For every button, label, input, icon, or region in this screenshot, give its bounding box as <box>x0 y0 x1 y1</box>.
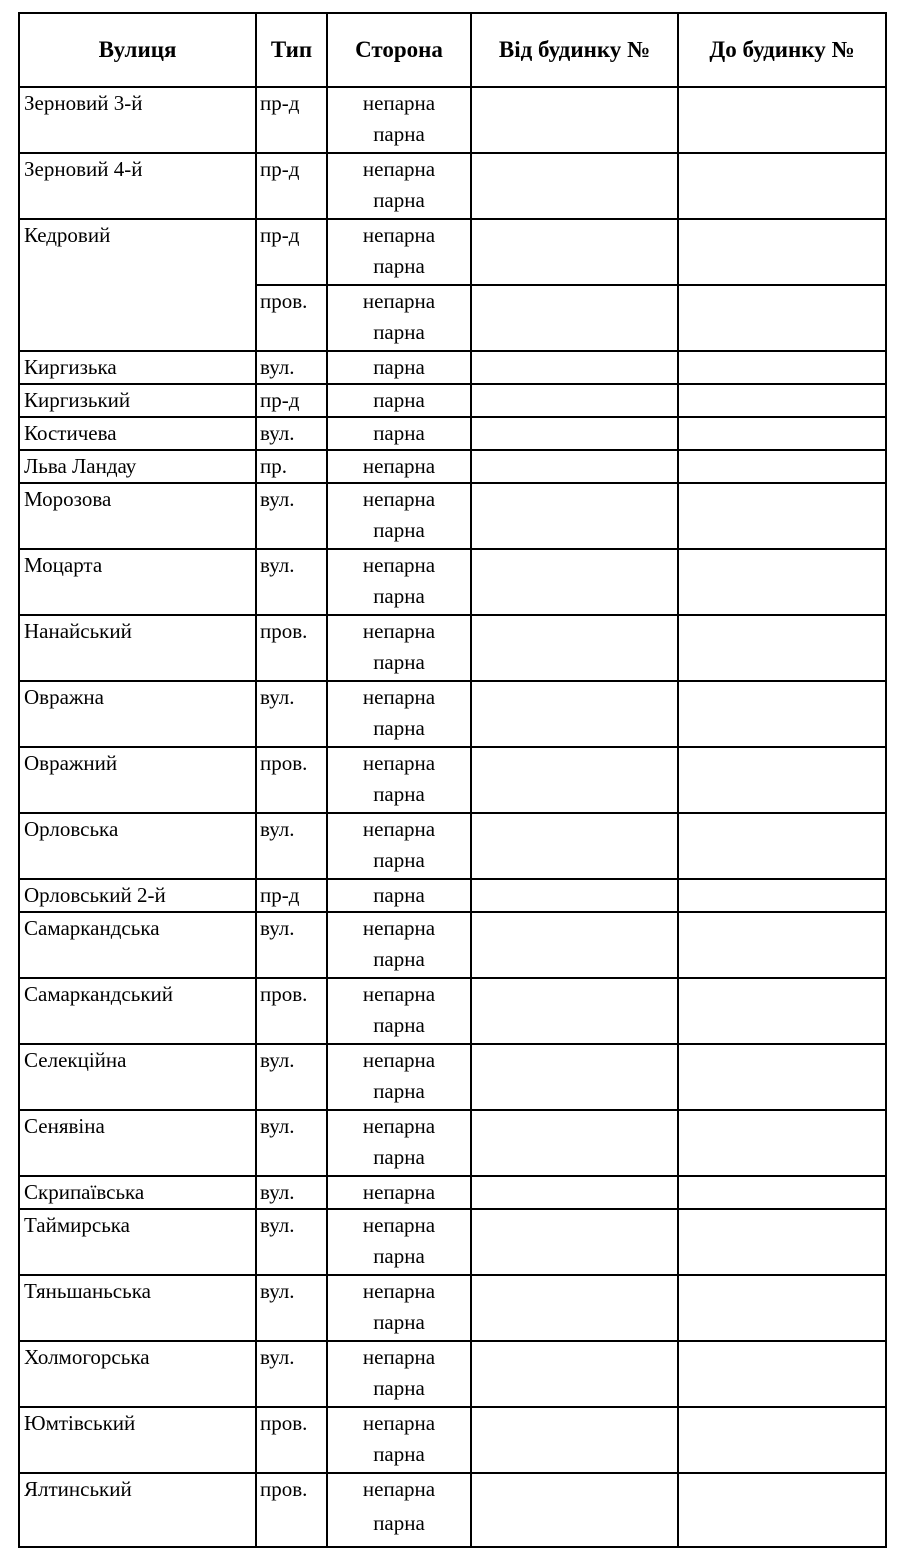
side-value: парна <box>373 320 425 344</box>
street-cell: Орловська <box>19 813 256 879</box>
to-house-cell <box>678 1473 886 1547</box>
street-table <box>18 12 887 1548</box>
type-cell: пров. <box>256 1407 327 1473</box>
street-cell: Ялтинський <box>19 1473 256 1547</box>
street-cell: Льва Ландау <box>19 450 256 483</box>
from-house-cell <box>471 978 678 1044</box>
to-house-cell <box>678 1176 886 1209</box>
from-house-cell <box>471 813 678 879</box>
street-cell: Селекційна <box>19 1044 256 1110</box>
street-cell: Самаркандський <box>19 978 256 1044</box>
from-house-cell <box>471 285 678 351</box>
side-value: парна <box>373 355 425 379</box>
side-cell <box>327 450 471 483</box>
side-cell <box>327 483 471 549</box>
side-value: парна <box>373 716 425 740</box>
table-row <box>19 417 886 450</box>
side-cell <box>327 87 471 153</box>
side-value: непарна <box>362 553 436 577</box>
header-row <box>19 13 886 87</box>
street-cell: Юмтівський <box>19 1407 256 1473</box>
street-cell: Самаркандська <box>19 912 256 978</box>
header-from: Від будинку № <box>471 13 678 87</box>
table-row <box>19 549 886 615</box>
side-cell <box>327 681 471 747</box>
street-cell: Зерновий 3-й <box>19 87 256 153</box>
from-house-cell <box>471 384 678 417</box>
from-house-cell <box>471 1407 678 1473</box>
street-cell: Холмогорська <box>19 1341 256 1407</box>
table-row <box>19 1473 886 1547</box>
street-cell: Моцарта <box>19 549 256 615</box>
type-cell: пр-д <box>256 219 327 285</box>
from-house-cell <box>471 879 678 912</box>
type-cell: вул. <box>256 681 327 747</box>
type-cell: пр-д <box>256 879 327 912</box>
side-value: непарна <box>362 916 436 940</box>
side-value: парна <box>373 1376 425 1400</box>
to-house-cell <box>678 1341 886 1407</box>
table-row <box>19 384 886 417</box>
table-body <box>19 87 886 1547</box>
to-house-cell <box>678 87 886 153</box>
side-value: непарна <box>362 817 436 841</box>
to-house-cell <box>678 681 886 747</box>
side-value: парна <box>373 518 425 542</box>
street-cell: Кедровий <box>19 219 256 351</box>
to-house-cell <box>678 615 886 681</box>
from-house-cell <box>471 1473 678 1547</box>
side-cell <box>327 1176 471 1209</box>
from-house-cell <box>471 747 678 813</box>
side-cell <box>327 384 471 417</box>
side-cell <box>327 978 471 1044</box>
side-value: парна <box>373 188 425 212</box>
side-value: парна <box>373 1244 425 1268</box>
side-value: непарна <box>362 982 436 1006</box>
type-cell: пров. <box>256 285 327 351</box>
table-row <box>19 219 886 285</box>
side-value: непарна <box>362 685 436 709</box>
type-cell: вул. <box>256 1044 327 1110</box>
from-house-cell <box>471 1209 678 1275</box>
to-house-cell <box>678 417 886 450</box>
from-house-cell <box>471 1176 678 1209</box>
side-value: парна <box>373 782 425 806</box>
from-house-cell <box>471 912 678 978</box>
table-row <box>19 879 886 912</box>
to-house-cell <box>678 1209 886 1275</box>
from-house-cell <box>471 1044 678 1110</box>
table-row <box>19 153 886 219</box>
header-side: Сторона <box>327 13 471 87</box>
side-value: непарна <box>362 619 436 643</box>
side-cell <box>327 615 471 681</box>
side-cell <box>327 285 471 351</box>
street-cell: Овражна <box>19 681 256 747</box>
to-house-cell <box>678 153 886 219</box>
to-house-cell <box>678 1110 886 1176</box>
street-cell: Киргизький <box>19 384 256 417</box>
side-value: непарна <box>362 1114 436 1138</box>
header-to: До будинку № <box>678 13 886 87</box>
to-house-cell <box>678 483 886 549</box>
to-house-cell <box>678 879 886 912</box>
type-cell: пр-д <box>256 384 327 417</box>
from-house-cell <box>471 483 678 549</box>
header-street: Вулиця <box>19 13 256 87</box>
header-type: Тип <box>256 13 327 87</box>
table-row <box>19 1275 886 1341</box>
street-cell: Киргизька <box>19 351 256 384</box>
from-house-cell <box>471 219 678 285</box>
table-row <box>19 1044 886 1110</box>
side-value: парна <box>373 388 425 412</box>
street-cell: Таймирська <box>19 1209 256 1275</box>
type-cell: пров. <box>256 1473 327 1547</box>
from-house-cell <box>471 351 678 384</box>
side-value: парна <box>373 1442 425 1466</box>
to-house-cell <box>678 219 886 285</box>
type-cell: вул. <box>256 483 327 549</box>
table-row <box>19 681 886 747</box>
side-cell <box>327 549 471 615</box>
side-value: непарна <box>362 1180 436 1204</box>
side-value: парна <box>373 1145 425 1169</box>
to-house-cell <box>678 1275 886 1341</box>
side-value: парна <box>373 1079 425 1103</box>
side-cell <box>327 1473 471 1547</box>
type-cell: пров. <box>256 615 327 681</box>
table-row <box>19 813 886 879</box>
type-cell: пр. <box>256 450 327 483</box>
to-house-cell <box>678 1044 886 1110</box>
from-house-cell <box>471 681 678 747</box>
side-cell <box>327 1341 471 1407</box>
to-house-cell <box>678 351 886 384</box>
type-cell: вул. <box>256 1341 327 1407</box>
type-cell: вул. <box>256 549 327 615</box>
side-cell <box>327 1209 471 1275</box>
side-value: непарна <box>362 1477 436 1501</box>
side-value: непарна <box>362 1279 436 1303</box>
to-house-cell <box>678 1407 886 1473</box>
side-value: непарна <box>362 223 436 247</box>
to-house-cell <box>678 285 886 351</box>
table-row <box>19 351 886 384</box>
side-cell <box>327 813 471 879</box>
side-cell <box>327 153 471 219</box>
to-house-cell <box>678 978 886 1044</box>
side-value: непарна <box>362 157 436 181</box>
side-value: парна <box>373 584 425 608</box>
table-row <box>19 87 886 153</box>
side-value: парна <box>373 650 425 674</box>
side-cell <box>327 1275 471 1341</box>
from-house-cell <box>471 87 678 153</box>
side-value: парна <box>373 883 425 907</box>
type-cell: вул. <box>256 813 327 879</box>
side-cell <box>327 417 471 450</box>
table-row <box>19 1407 886 1473</box>
type-cell: пр-д <box>256 153 327 219</box>
from-house-cell <box>471 1341 678 1407</box>
to-house-cell <box>678 450 886 483</box>
street-cell: Зерновий 4-й <box>19 153 256 219</box>
table-row <box>19 450 886 483</box>
table-row <box>19 1110 886 1176</box>
side-value: непарна <box>362 289 436 313</box>
table-row <box>19 615 886 681</box>
from-house-cell <box>471 1275 678 1341</box>
side-value: непарна <box>362 91 436 115</box>
to-house-cell <box>678 912 886 978</box>
type-cell: вул. <box>256 1110 327 1176</box>
street-cell: Костичева <box>19 417 256 450</box>
street-cell: Скрипаївська <box>19 1176 256 1209</box>
type-cell: вул. <box>256 912 327 978</box>
to-house-cell <box>678 384 886 417</box>
side-value: парна <box>373 254 425 278</box>
side-value: парна <box>373 1511 425 1535</box>
side-cell <box>327 219 471 285</box>
street-cell: Овражний <box>19 747 256 813</box>
side-value: парна <box>373 947 425 971</box>
type-cell: пров. <box>256 747 327 813</box>
side-cell <box>327 912 471 978</box>
side-value: парна <box>373 1013 425 1037</box>
type-cell: вул. <box>256 417 327 450</box>
side-value: непарна <box>362 1048 436 1072</box>
side-value: непарна <box>362 751 436 775</box>
side-value: непарна <box>362 487 436 511</box>
table-header <box>19 13 886 87</box>
side-value: непарна <box>362 1213 436 1237</box>
side-value: непарна <box>362 1345 436 1369</box>
side-value: парна <box>373 421 425 445</box>
table-row <box>19 1341 886 1407</box>
street-cell: Нанайський <box>19 615 256 681</box>
side-cell <box>327 1110 471 1176</box>
from-house-cell <box>471 450 678 483</box>
side-cell <box>327 351 471 384</box>
type-cell: вул. <box>256 351 327 384</box>
table-row <box>19 483 886 549</box>
from-house-cell <box>471 153 678 219</box>
to-house-cell <box>678 813 886 879</box>
side-value: непарна <box>362 1411 436 1435</box>
type-cell: вул. <box>256 1176 327 1209</box>
side-value: непарна <box>362 454 436 478</box>
street-cell: Сенявіна <box>19 1110 256 1176</box>
type-cell: пр-д <box>256 87 327 153</box>
side-cell <box>327 879 471 912</box>
type-cell: вул. <box>256 1275 327 1341</box>
from-house-cell <box>471 417 678 450</box>
table-row <box>19 978 886 1044</box>
street-cell: Орловський 2-й <box>19 879 256 912</box>
to-house-cell <box>678 549 886 615</box>
table-row <box>19 1209 886 1275</box>
from-house-cell <box>471 1110 678 1176</box>
side-value: парна <box>373 1310 425 1334</box>
table-row <box>19 747 886 813</box>
street-cell: Морозова <box>19 483 256 549</box>
side-cell <box>327 1044 471 1110</box>
to-house-cell <box>678 747 886 813</box>
side-value: парна <box>373 848 425 872</box>
street-cell: Тяньшаньська <box>19 1275 256 1341</box>
side-value: парна <box>373 122 425 146</box>
type-cell: пров. <box>256 978 327 1044</box>
side-cell <box>327 1407 471 1473</box>
from-house-cell <box>471 549 678 615</box>
table-row <box>19 912 886 978</box>
from-house-cell <box>471 615 678 681</box>
side-cell <box>327 747 471 813</box>
table-row <box>19 1176 886 1209</box>
type-cell: вул. <box>256 1209 327 1275</box>
